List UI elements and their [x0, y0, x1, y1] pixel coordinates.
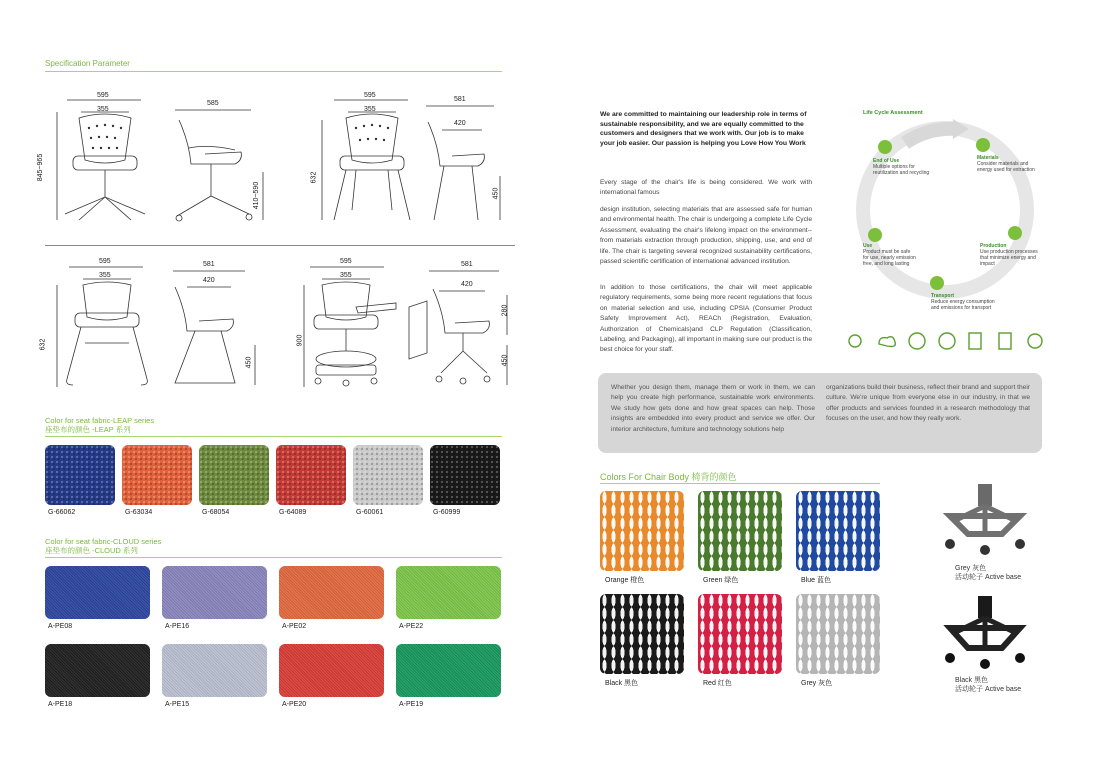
leap-swatch-label: G-63034	[125, 509, 153, 516]
spec-row-divider	[45, 245, 515, 246]
dim-581: 581	[461, 261, 473, 268]
spec-drawing-front-legs	[310, 92, 420, 227]
chemical-icon	[1028, 334, 1042, 348]
building-icon	[969, 333, 981, 349]
lca-diagram	[845, 105, 1045, 315]
dim-595: 595	[97, 92, 109, 99]
production-icon	[1008, 226, 1022, 240]
dim-height: 845~965	[37, 153, 45, 182]
spec-title-rule	[45, 71, 502, 72]
chair-side-sled-drawing	[165, 255, 275, 395]
sun-icon	[849, 335, 861, 347]
leap-swatch-label: G-60999	[433, 509, 461, 516]
base-black-image	[940, 592, 1030, 672]
cloud-title-cn: 座垫布的颜色 -CLOUD 系列	[45, 546, 138, 555]
cloud-swatch-label: A-PE20	[282, 701, 307, 708]
paragraph-1: Every stage of the chair's life is being considered. We work with international famous	[600, 179, 812, 197]
cloud-swatch-label: A-PE16	[165, 623, 190, 630]
leap-swatch	[199, 445, 269, 505]
dim-height: 450	[245, 356, 253, 369]
chair-front-sled-drawing	[45, 255, 155, 395]
paragraph-3: In addition to those certifications, the chair will meet applicable regulatory requirements, some being more recent regulations that focus on material selection and use, including CPSIA (Consumer Product Safety Improvement Act), REACh (Registration, Evaluation, Authorization of Chemicals)and CLP Regulation (Classification, Labeling, and Packaging), all important in making sure our product is the best choice for your staff.	[600, 284, 812, 354]
lca-end-of-use: End of Use Multiple options for reutilization and recycling	[873, 158, 930, 176]
dim-355: 355	[364, 106, 376, 113]
dim-height: 632	[39, 338, 47, 351]
body-color-swatch	[600, 594, 684, 674]
leap-swatch	[45, 445, 115, 505]
grey-base-drawing	[940, 480, 1030, 560]
dim-420: 420	[454, 120, 466, 127]
use-icon	[868, 228, 882, 242]
base-grey-caption: Grey 灰色 活动轮子 Active base	[955, 565, 1022, 581]
leap-swatch	[276, 445, 346, 505]
leap-title-cn: 座垫布的颜色 -LEAP 系列	[45, 425, 131, 434]
leap-swatch-label: G-68054	[202, 509, 230, 516]
chair-side-legs-drawing	[420, 92, 510, 227]
materials-icon	[976, 138, 990, 152]
body-color-swatch	[796, 491, 880, 571]
cloud-swatch-label: A-PE08	[48, 623, 73, 630]
spec-title: Specification Parameter	[45, 59, 130, 68]
spec-drawing-front-star	[37, 92, 155, 227]
cloud-swatch-label: A-PE15	[165, 701, 190, 708]
black-base-drawing	[940, 592, 1030, 672]
lca-transport: Transport Reduce energy consumption and emissions for transport	[931, 293, 995, 311]
chair-front-legs-drawing	[310, 92, 420, 227]
dim-height-450: 450	[501, 354, 509, 367]
chair-side-star-drawing	[165, 92, 275, 227]
cloud-swatch	[45, 644, 150, 697]
cloud-swatch-label: A-PE22	[399, 623, 424, 630]
paragraph-2: design institution, selecting materials that are assessed safe for human and environmental health. The chair is undergoing a complete Life Cycle Assessment, evaluating the chair's lifelong impact on the environment--from materials extraction through production, shipping, use, and end of life. The chair is targeting several recognized sustainability certifications, passed scientific certification of international advanced institution.	[600, 206, 812, 266]
dim-420: 420	[203, 277, 215, 284]
cloud-swatch	[162, 566, 267, 619]
cloud-swatch-label: A-PE18	[48, 701, 73, 708]
cloud-swatch	[162, 644, 267, 697]
body-color-swatch	[698, 594, 782, 674]
body-color-swatch-label: Blue 蓝色	[801, 577, 831, 584]
eco-icons	[845, 330, 1055, 352]
chair-front-tablet-drawing	[300, 255, 400, 395]
intro-statement: We are committed to maintaining our leadership role in terms of sustainable responsibility, and we are equally committed to the customers and designers that we work with. Our job is to make your job easier. Our passion is helping you Love How You Work	[600, 111, 807, 147]
gray-box-text-right: organizations build their business, reflect their brand and support their culture. We're unique from everyone else in our industry, in that we offer products and services founded in a research methodology that focuses on the user, and how they really work.	[826, 384, 1030, 423]
spec-drawing-side-star	[165, 92, 275, 227]
base-grey-image	[940, 480, 1030, 560]
leap-title-rule	[45, 436, 502, 437]
chair-side-tablet-drawing	[405, 255, 515, 395]
dim-height-280: 280	[501, 304, 509, 317]
transport-icon	[930, 276, 944, 290]
dim-585: 585	[207, 100, 219, 107]
spec-drawing-front-tablet	[296, 255, 400, 395]
cloud-icon	[879, 337, 895, 347]
lca-production: Production Use production processes that minimize energy and impact	[980, 243, 1038, 267]
cloud-swatch	[279, 644, 384, 697]
leaf-icon	[939, 333, 955, 349]
body-color-swatch-label: Grey 灰色	[801, 680, 833, 687]
leap-title-en: Color for seat fabric-LEAP series	[45, 416, 155, 425]
gray-box-text-left: Whether you design them, manage them or work in them, we can help you create high performance, sustainable work environments. We study how gets done and how great spaces can help. Those insights are embedded into every product and service we offer. Our interior architecture, furniture and technology solutions help	[611, 384, 815, 433]
body-color-swatch-label: Orange 橙色	[605, 577, 645, 584]
leap-swatch-label: G-66062	[48, 509, 76, 516]
body-colors-rule	[600, 483, 880, 484]
cloud-title-rule	[45, 557, 502, 558]
dim-height: 450	[492, 187, 500, 200]
dim-355: 355	[340, 272, 352, 279]
lca-cycle-arrows	[845, 105, 1045, 315]
spec-drawing-front-sled	[39, 255, 155, 395]
battery-icon	[999, 333, 1011, 349]
cloud-swatch	[396, 644, 501, 697]
cloud-title-en: Color for seat fabric-CLOUD series	[45, 537, 162, 546]
lca-use: Use Product must be safe for use, nearly emission free, and long lasting	[863, 243, 916, 267]
cloud-swatch-label: A-PE02	[282, 623, 307, 630]
leap-swatch	[430, 445, 500, 505]
lca-title: Life Cycle Assessment	[863, 110, 923, 116]
lca-materials: Materials Consider materials and energy used for extraction	[977, 155, 1035, 173]
base-black-caption: Black 黑色 活动轮子 Active base	[955, 677, 1022, 693]
water-icon	[909, 333, 925, 349]
cloud-swatch	[396, 566, 501, 619]
body-color-swatch-label: Green 绿色	[703, 577, 739, 584]
body-color-swatch-label: Black 黑色	[605, 680, 639, 687]
dim-420: 420	[461, 281, 473, 288]
spec-drawing-side-sled	[165, 255, 275, 395]
body-color-swatch	[698, 491, 782, 571]
dim-581: 581	[454, 96, 466, 103]
leap-swatch	[353, 445, 423, 505]
eco-icon-row	[845, 330, 1055, 352]
end-of-use-icon	[878, 140, 892, 154]
cloud-swatch	[279, 566, 384, 619]
leap-swatch-label: G-64089	[279, 509, 307, 516]
dim-height: 900	[296, 334, 304, 347]
dim-595: 595	[99, 258, 111, 265]
dim-595: 595	[364, 92, 376, 99]
cloud-swatch	[45, 566, 150, 619]
body-color-swatch	[600, 491, 684, 571]
cloud-swatch-label: A-PE19	[399, 701, 424, 708]
dim-355: 355	[97, 106, 109, 113]
body-color-swatch	[796, 594, 880, 674]
leap-swatch	[122, 445, 192, 505]
dim-595: 595	[340, 258, 352, 265]
dim-height: 632	[310, 171, 318, 184]
dim-581: 581	[203, 261, 215, 268]
dim-height: 410~590	[253, 181, 261, 210]
spec-drawing-side-legs	[420, 92, 510, 227]
body-color-swatch-label: Red 红色	[703, 680, 732, 687]
body-colors-title: Colors For Chair Body 椅背的颜色	[600, 472, 737, 482]
chair-front-star-drawing	[45, 92, 155, 227]
dim-355: 355	[99, 272, 111, 279]
leap-swatch-label: G-60061	[356, 509, 384, 516]
spec-drawing-side-tablet	[405, 255, 515, 395]
